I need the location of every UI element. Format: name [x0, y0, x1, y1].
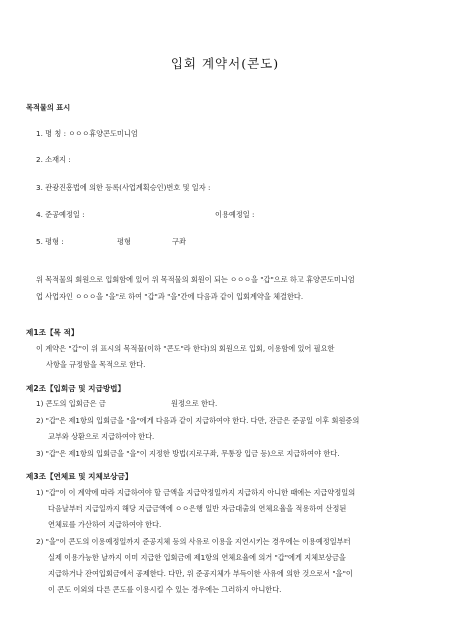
field-registration — [36, 183, 210, 193]
article-3-item-1-line-1: 1) "갑"이 이 계약에 따라 지급하여야 할 금액을 지급약정일까지 지급하지 아니한 때에는 지급약정일의 — [36, 488, 356, 497]
field-size-label: 5. 평형 : — [36, 237, 64, 246]
intro-line-1: 위 목적물의 회원으로 입회함에 있어 위 목적물의 회원이 되는 ㅇㅇㅇ을 "갑"으로 하고 휴양콘도미니엄 — [36, 275, 355, 284]
document-title: 입회 계약서(콘도) — [170, 56, 280, 71]
article-1-heading: 제1조【목 적】 — [26, 328, 79, 337]
field-account-unit: 구좌 — [172, 237, 186, 246]
field-name-value: ㅇㅇㅇ휴양콘도미니엄 — [68, 129, 138, 138]
field-completion-date — [36, 210, 85, 220]
field-name — [36, 129, 138, 139]
article-2-heading: 제2조【입회금 및 지급방법】 — [26, 384, 126, 393]
intro-line-2: 업 사업자인 ㅇㅇㅇ을 "을"로 하여 "갑"과 "을"간에 다음과 같이 입회계약을 체결한다. — [36, 292, 304, 301]
article-3-item-2-line-4: 이 콘도 이외의 다른 콘도를 이용시킬 수 있는 경우에는 그러하지 아니한다. — [48, 585, 282, 594]
object-heading: 목적물의 표시 — [26, 103, 71, 112]
field-registration-label: 3. 관광진흥법에 의한 등록(사업계획승인)번호 및 일자 : — [36, 183, 211, 192]
field-size-unit: 평형 — [117, 237, 131, 246]
field-name-label: 1. 명 칭 : — [36, 129, 67, 138]
article-1-line-2: 사항을 규정함을 목적으로 한다. — [46, 360, 146, 369]
field-use-date-label: 이용예정일 : — [215, 210, 255, 219]
article-2-item-1-suffix: 원정으로 한다. — [171, 399, 218, 408]
article-2-item-2-line-2: 교부와 상환으로 지급하여야 한다. — [48, 432, 155, 441]
article-3-item-1-line-2: 다음날부터 지급일까지 해당 지급금액에 ㅇㅇ은행 일반 자금대출의 연체요율을 적용하여 산정된 — [48, 504, 347, 513]
field-location — [36, 155, 71, 165]
article-3-item-2-line-2: 실제 이용가능한 날까지 이미 지급한 입회금에 제1항의 연체요율에 의거 "갑"에게 지체보상금을 — [48, 553, 346, 562]
field-completion-label: 4. 준공예정일 : — [36, 210, 85, 219]
article-2-item-2-line-1: 2) "갑"은 제1항의 입회금을 "을"에게 다음과 같이 지급하여야 한다. 다만, 잔금은 준공일 이후 회원증의 — [36, 416, 360, 425]
article-2-item-3: 3) "갑"은 제1항의 입회금을 "을"이 지정한 방법(지로구좌, 무통장 입금 등)으로 지급하여야 한다. — [36, 449, 340, 458]
field-size — [36, 237, 64, 247]
article-1-line-1: 이 계약은 "갑"이 위 표시의 목적물(이하 "콘도"라 한다)의 회원으로 입회, 이용함에 있어 필요한 — [36, 344, 335, 353]
article-3-heading: 제3조【연체료 및 지체보상금】 — [26, 472, 133, 481]
field-location-label: 2. 소재지 : — [36, 155, 71, 164]
article-3-item-2-line-1: 2) "을"이 콘도의 이용예정일까지 준공지체 등의 사유로 이용을 지연시키는 경우에는 이용예정일부터 — [36, 537, 351, 546]
article-3-item-1-line-3: 연체료를 가산하여 지급하여야 한다. — [48, 520, 162, 529]
article-2-item-1: 1) 콘도의 입회금은 금 — [36, 399, 106, 408]
article-3-item-2-line-3: 지급하거나 잔여입회금에서 공제한다. 다만, 위 준공지체가 부득이한 사유에 의한 것으로서 "을"이 — [48, 569, 353, 578]
